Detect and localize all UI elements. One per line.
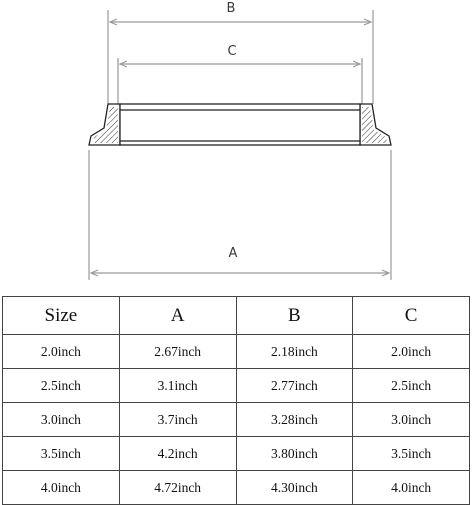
table-row — [3, 403, 470, 437]
cell-c: 3.5inch — [353, 437, 470, 471]
dimension-a — [89, 150, 391, 280]
cell-c: 3.0inch — [353, 403, 470, 437]
cell-b: 4.30inch — [236, 471, 353, 505]
dimension-a-label: A — [228, 246, 238, 261]
cell-a: 4.72inch — [119, 471, 236, 505]
ferrule-cross-section — [89, 104, 391, 145]
cell-b: 3.28inch — [236, 403, 353, 437]
header-c: C — [353, 297, 470, 335]
table-row — [3, 369, 470, 403]
cell-b: 2.18inch — [236, 335, 353, 369]
header-size: Size — [3, 297, 120, 335]
cell-size: 3.5inch — [3, 437, 120, 471]
cell-size: 3.0inch — [3, 403, 120, 437]
cell-size: 2.5inch — [3, 369, 120, 403]
size-spec-table — [2, 296, 470, 505]
cell-a: 2.67inch — [119, 335, 236, 369]
table-row — [3, 335, 470, 369]
cell-a: 3.7inch — [119, 403, 236, 437]
dimension-b-label: B — [226, 1, 236, 16]
cell-a: 4.2inch — [119, 437, 236, 471]
cell-c: 2.5inch — [353, 369, 470, 403]
header-b: B — [236, 297, 353, 335]
dimension-c — [118, 58, 362, 104]
table-row — [3, 471, 470, 505]
table-row — [3, 437, 470, 471]
dimension-c-label: C — [227, 44, 237, 59]
cell-c: 2.0inch — [353, 335, 470, 369]
cell-size: 4.0inch — [3, 471, 120, 505]
table-header-row — [3, 297, 470, 335]
cell-a: 3.1inch — [119, 369, 236, 403]
cell-b: 3.80inch — [236, 437, 353, 471]
cell-c: 4.0inch — [353, 471, 470, 505]
header-a: A — [119, 297, 236, 335]
dimension-b — [108, 10, 373, 104]
cell-size: 2.0inch — [3, 335, 120, 369]
cell-b: 2.77inch — [236, 369, 353, 403]
